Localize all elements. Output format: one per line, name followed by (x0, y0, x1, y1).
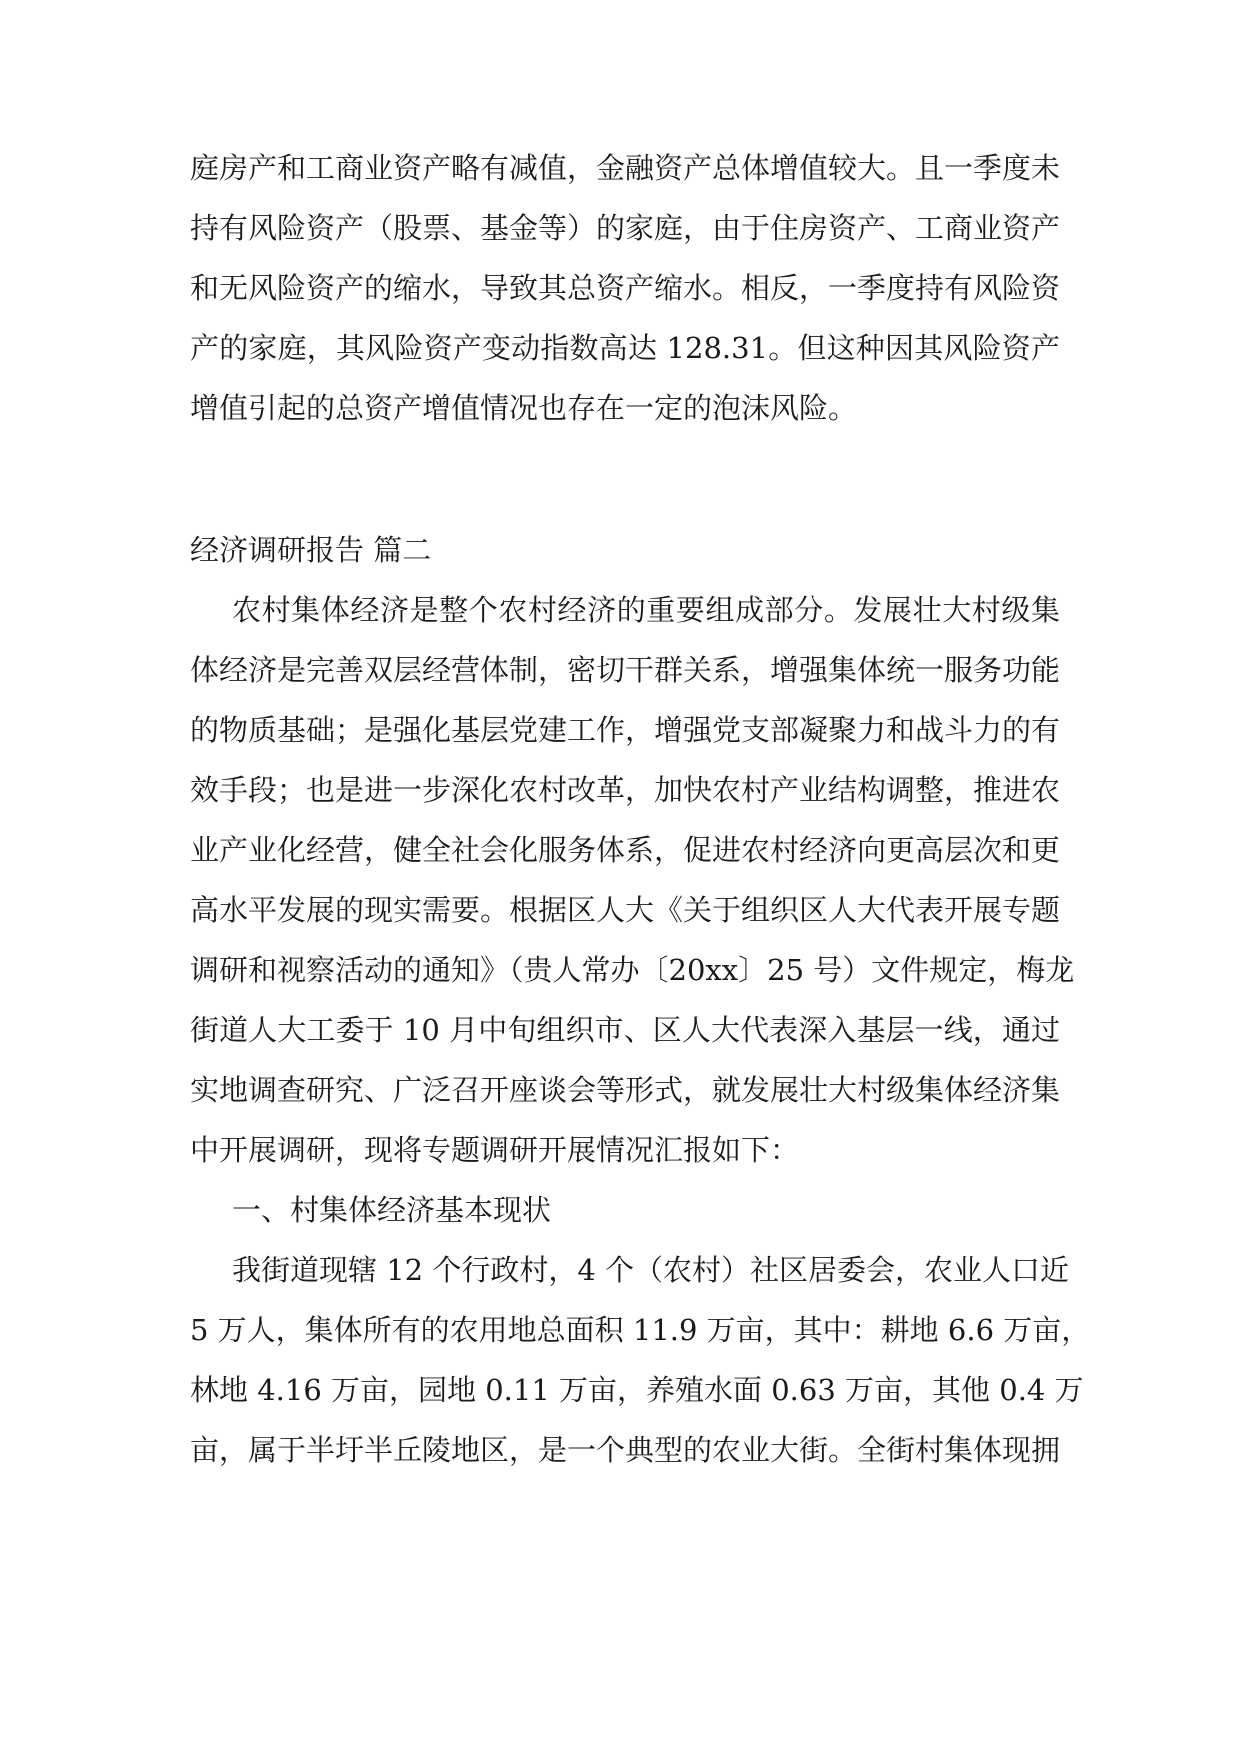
text-line: 街道人大工委于 10 月中旬组织市、区人大代表深入基层一线，通过 (190, 1013, 1060, 1047)
text-line: 体经济是完善双层经营体制，密切干群关系，增强集体统一服务功能 (190, 653, 1061, 687)
text-line: 和无风险资产的缩水，导致其总资产缩水。相反，一季度持有风险资 (190, 271, 1061, 305)
text-line: 实地调查研究、广泛召开座谈会等形式，就发展壮大村级集体经济集 (190, 1073, 1061, 1107)
text-line: 亩，属于半圩半丘陵地区，是一个典型的农业大街。全街村集体现拥 (190, 1433, 1061, 1467)
text-line: 的物质基础；是强化基层党建工作，增强党支部凝聚力和战斗力的有 (190, 713, 1061, 747)
text-line: 持有风险资产（股票、基金等）的家庭，由于住房资产、工商业资产 (190, 211, 1061, 245)
text-line: 5 万人，集体所有的农用地总面积 11.9 万亩，其中：耕地 6.6 万亩， (190, 1313, 1091, 1347)
section-title: 经济调研报告 篇二 (190, 533, 432, 567)
text-line: 林地 4.16 万亩，园地 0.11 万亩，养殖水面 0.63 万亩，其他 0.4 万 (190, 1373, 1084, 1407)
text-line: 庭房产和工商业资产略有减值，金融资产总体增值较大。且一季度未 (190, 151, 1061, 185)
text-line: 高水平发展的现实需要。根据区人大《关于组织区人大代表开展专题 (190, 893, 1061, 927)
text-line: 效手段；也是进一步深化农村改革，加快农村产业结构调整，推进农 (190, 773, 1061, 807)
text-line: 业产业化经营，健全社会化服务体系，促进农村经济向更高层次和更 (190, 833, 1061, 867)
text-line: 中开展调研，现将专题调研开展情况汇报如下： (190, 1133, 800, 1167)
text-line: 产的家庭，其风险资产变动指数高达 128.31。但这种因其风险资产 (190, 331, 1060, 365)
text-line: 调研和视察活动的通知》（贵人常办〔20xx〕25 号）文件规定，梅龙 (190, 953, 1075, 987)
text-line: 增值引起的总资产增值情况也存在一定的泡沫风险。 (190, 391, 858, 425)
text-line: 我街道现辖 12 个行政村，4 个（农村）社区居委会，农业人口近 (232, 1253, 1070, 1287)
subheading: 一、村集体经济基本现状 (232, 1193, 552, 1227)
text-line: 农村集体经济是整个农村经济的重要组成部分。发展壮大村级集 (232, 593, 1060, 627)
